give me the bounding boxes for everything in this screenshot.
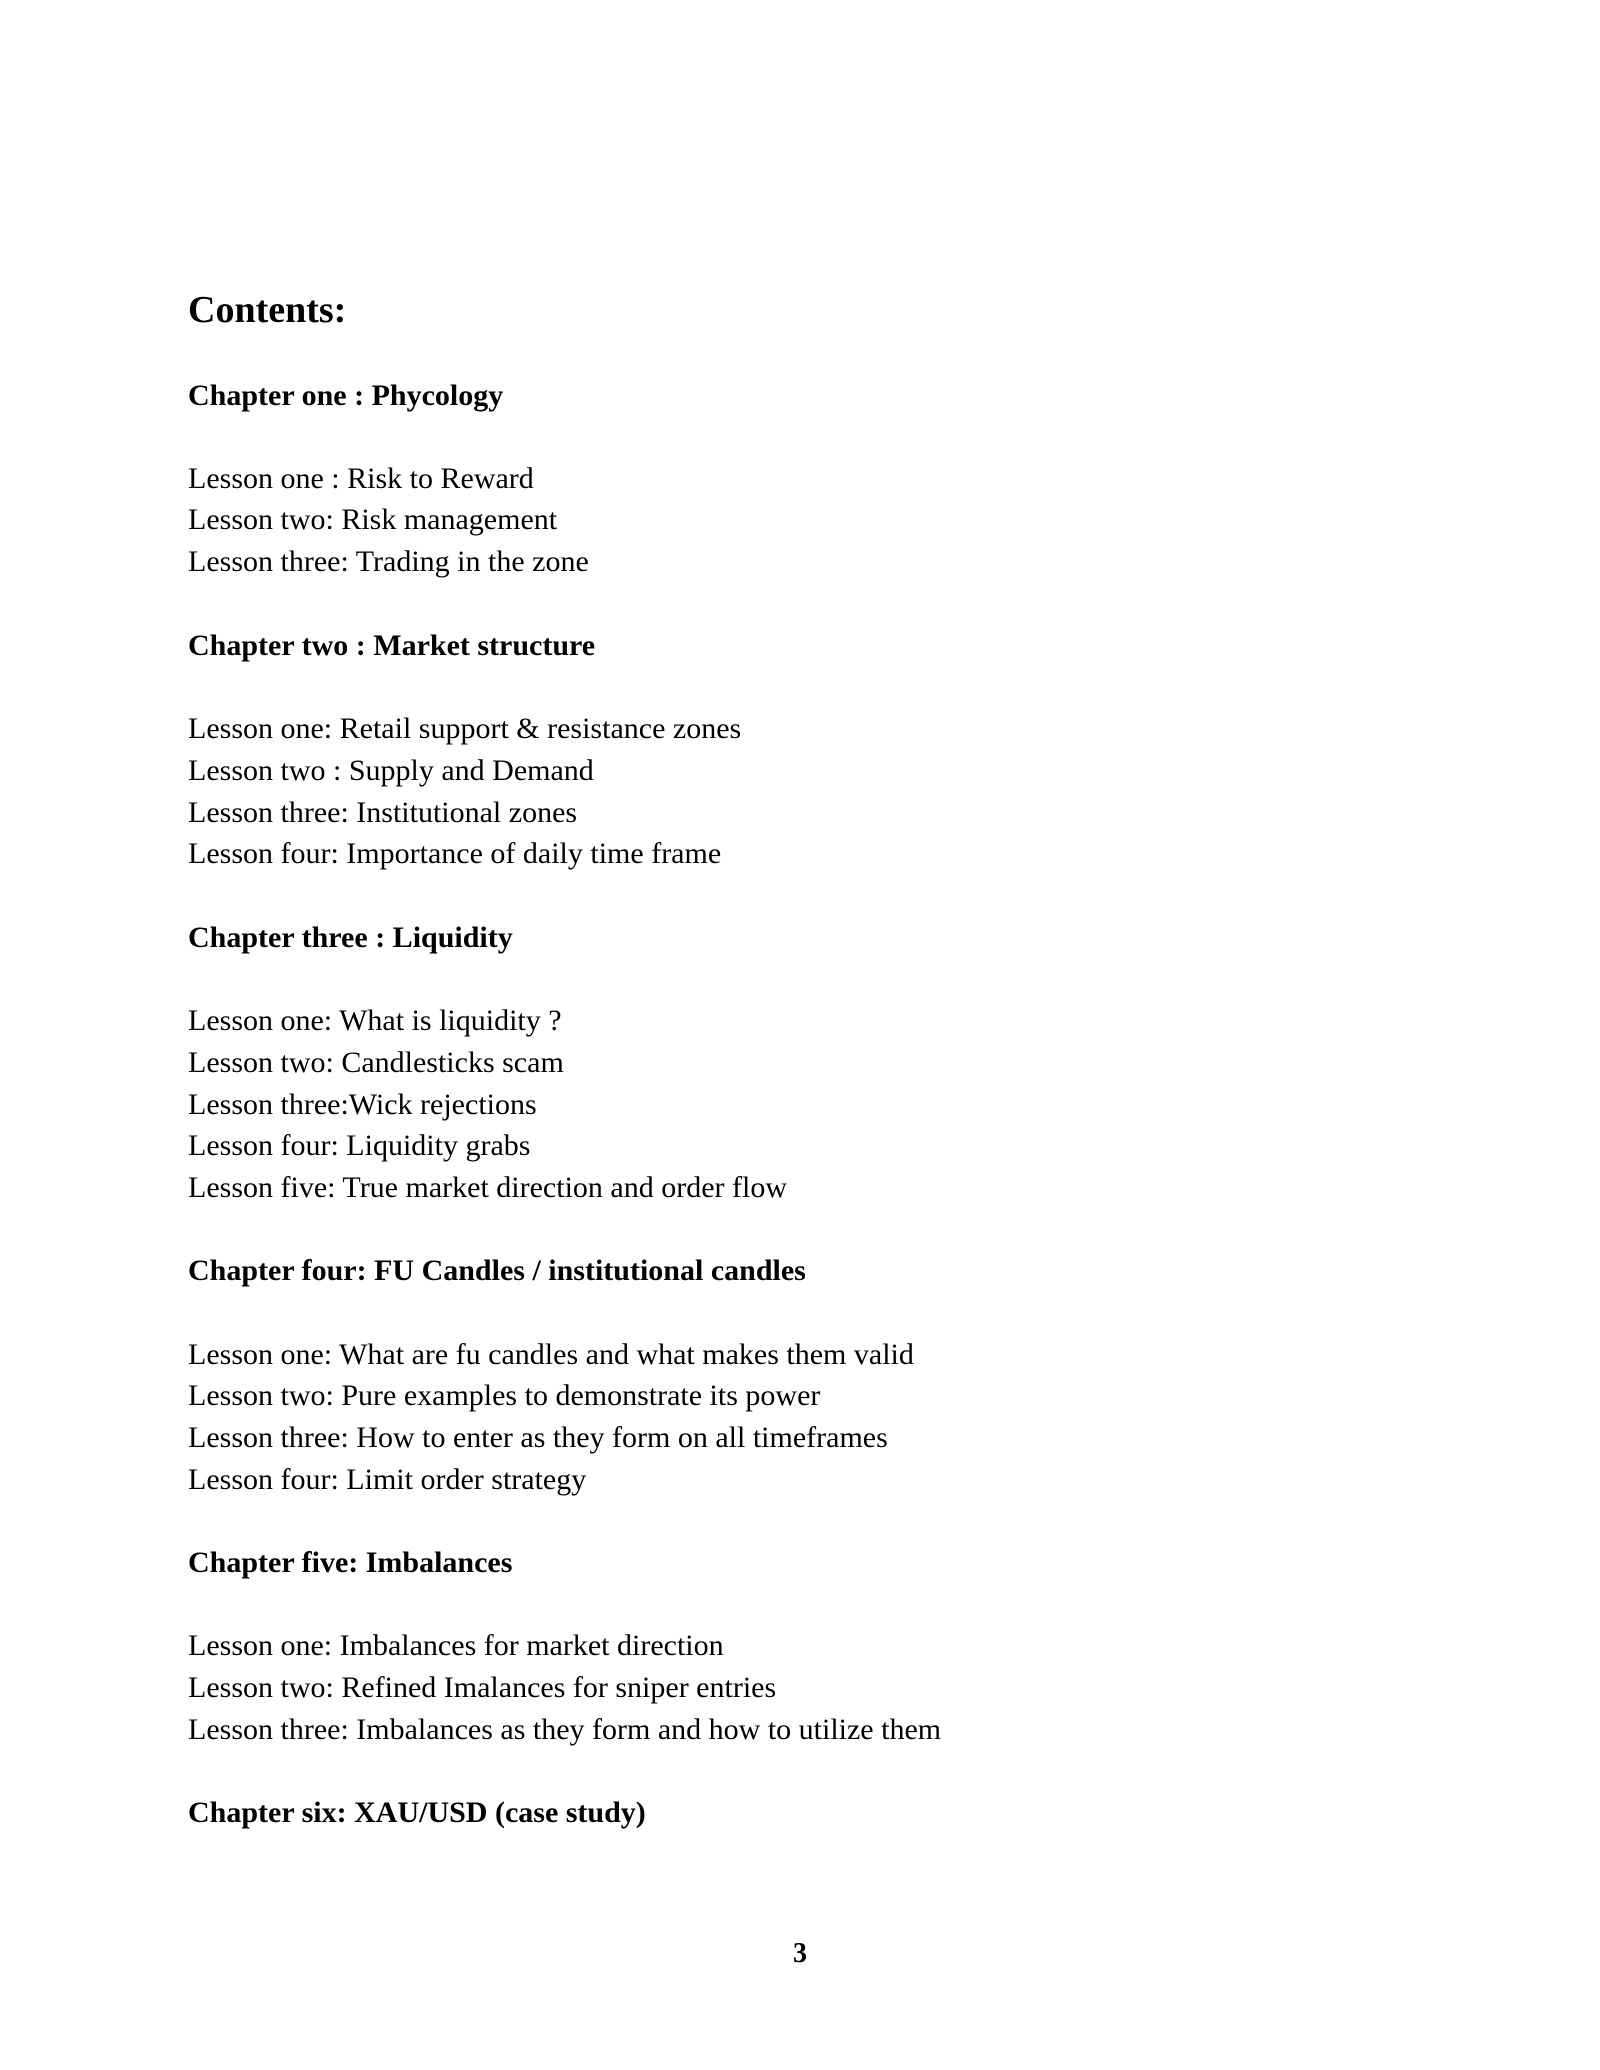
lesson-item: Lesson four: Importance of daily time frame	[188, 837, 722, 870]
chapter-title-four: Chapter four: FU Candles / institutional candles	[188, 1254, 806, 1287]
lesson-item: Lesson two: Candlesticks scam	[188, 1046, 564, 1079]
lesson-item: Lesson three: How to enter as they form on all timeframes	[188, 1421, 888, 1454]
lesson-item: Lesson two: Refined Imalances for sniper entries	[188, 1671, 777, 1704]
lesson-item: Lesson two: Pure examples to demonstrate its power	[188, 1379, 821, 1412]
chapter-title-two: Chapter two : Market structure	[188, 629, 596, 662]
lesson-item: Lesson two : Supply and Demand	[188, 754, 594, 787]
lesson-item: Lesson four: Limit order strategy	[188, 1463, 587, 1496]
chapter-title-five: Chapter five: Imbalances	[188, 1546, 513, 1579]
page-number: 3	[793, 1938, 807, 1969]
chapter-title-three: Chapter three : Liquidity	[188, 921, 513, 954]
contents-heading: Contents:	[188, 289, 347, 331]
lesson-item: Lesson three: Trading in the zone	[188, 545, 589, 578]
lesson-item: Lesson one: Imbalances for market direction	[188, 1629, 724, 1662]
lesson-item: Lesson three:Wick rejections	[188, 1088, 537, 1121]
lesson-item: Lesson three: Institutional zones	[188, 796, 578, 829]
lesson-item: Lesson four: Liquidity grabs	[188, 1129, 531, 1162]
lesson-item: Lesson one: What are fu candles and what makes them valid	[188, 1338, 914, 1371]
lesson-item: Lesson one: What is liquidity ?	[188, 1004, 562, 1037]
lesson-item: Lesson one : Risk to Reward	[188, 462, 534, 495]
lesson-item: Lesson one: Retail support & resistance zones	[188, 712, 742, 745]
chapter-title-six: Chapter six: XAU/USD (case study)	[188, 1796, 646, 1829]
lesson-item: Lesson five: True market direction and order flow	[188, 1171, 788, 1204]
lesson-item: Lesson two: Risk management	[188, 503, 558, 536]
lesson-item: Lesson three: Imbalances as they form and how to utilize them	[188, 1713, 942, 1746]
chapter-title-one: Chapter one : Phycology	[188, 379, 504, 412]
